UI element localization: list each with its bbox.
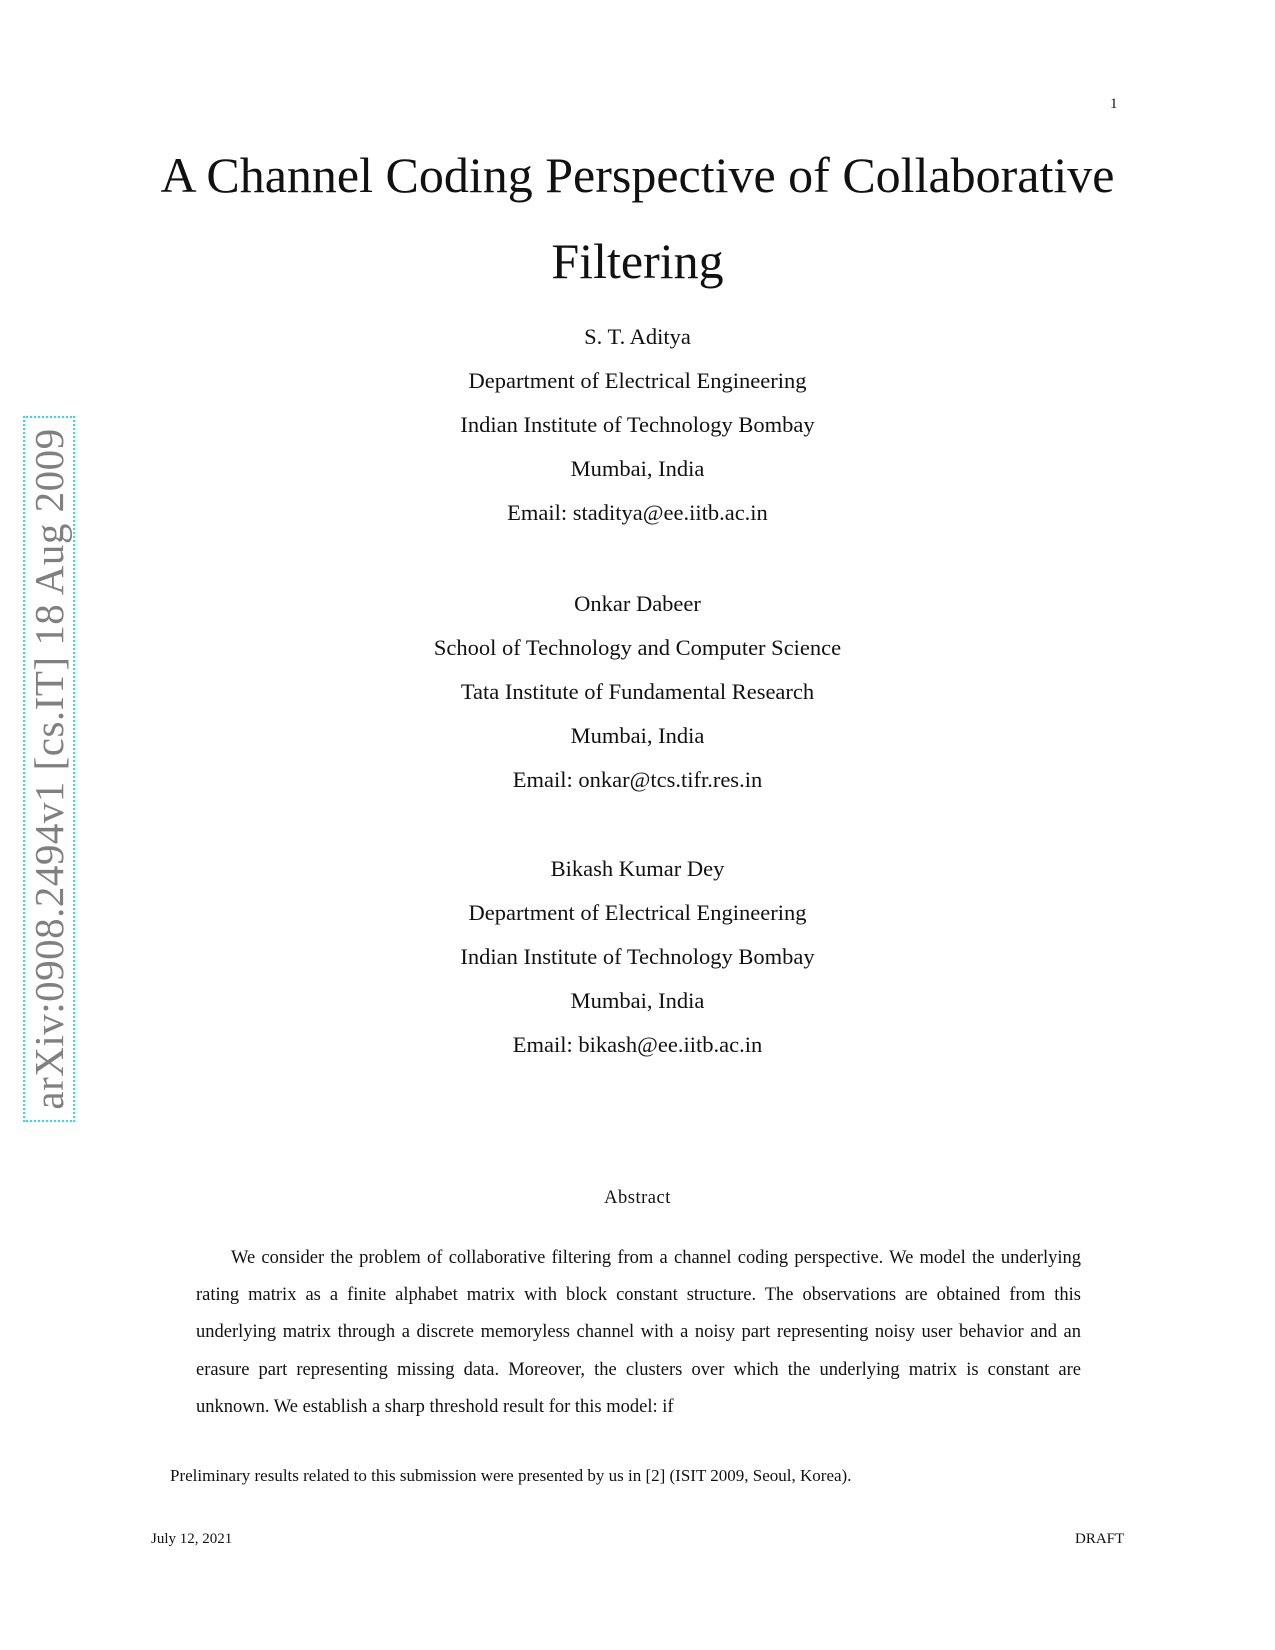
- author-city: Mumbai, India: [570, 723, 705, 748]
- arxiv-stamp-text: arXiv:0908.2494v1 [cs.IT] 18 Aug 2009: [26, 428, 72, 1110]
- author-city: Mumbai, India: [570, 988, 705, 1013]
- author-department: Department of Electrical Engineering: [468, 368, 807, 393]
- author-department: School of Technology and Computer Science: [433, 635, 842, 660]
- paper-title: [0, 132, 1275, 304]
- arxiv-stamp: [23, 416, 75, 1122]
- title-line: A Channel Coding Perspective of Collaborative: [160, 147, 1115, 203]
- author-email: Email: onkar@tcs.tifr.res.in: [512, 767, 763, 792]
- author-department: Department of Electrical Engineering: [468, 900, 807, 925]
- title-line: Filtering: [551, 233, 724, 289]
- author-block: [0, 315, 1275, 535]
- author-institution: Tata Institute of Fundamental Research: [460, 679, 815, 704]
- abstract-heading: Abstract: [604, 1188, 671, 1208]
- author-email: Email: bikash@ee.iitb.ac.in: [512, 1032, 763, 1057]
- author-block: [0, 582, 1275, 802]
- author-name: S. T. Aditya: [584, 324, 691, 349]
- author-email: Email: staditya@ee.iitb.ac.in: [507, 500, 768, 525]
- author-name: Onkar Dabeer: [574, 591, 701, 616]
- author-institution: Indian Institute of Technology Bombay: [460, 944, 815, 969]
- author-institution: Indian Institute of Technology Bombay: [460, 412, 815, 437]
- page-number: 1: [1110, 96, 1118, 112]
- author-city: Mumbai, India: [570, 456, 705, 481]
- footer-date: July 12, 2021: [151, 1531, 233, 1547]
- author-name: Bikash Kumar Dey: [550, 856, 725, 881]
- footer-draft-label: DRAFT: [1075, 1531, 1125, 1547]
- author-block: [0, 847, 1275, 1067]
- abstract-text: We consider the problem of collaborative filtering from a channel coding perspective. We model the underlying rating matrix as a finite alphabet matrix with block constant structure. The observations are obtained from this underlying matrix through a discrete memoryless channel with a noisy part representing noisy user behavior and an erasure part representing missing data. Moreover, the clusters over which the underlying matrix is constant are unknown. We establish a sharp threshold result for this model: if: [196, 1248, 1081, 1417]
- footnote: Preliminary results related to this submission were presented by us in [2] (ISIT 2009, Seoul, Korea).: [170, 1466, 852, 1485]
